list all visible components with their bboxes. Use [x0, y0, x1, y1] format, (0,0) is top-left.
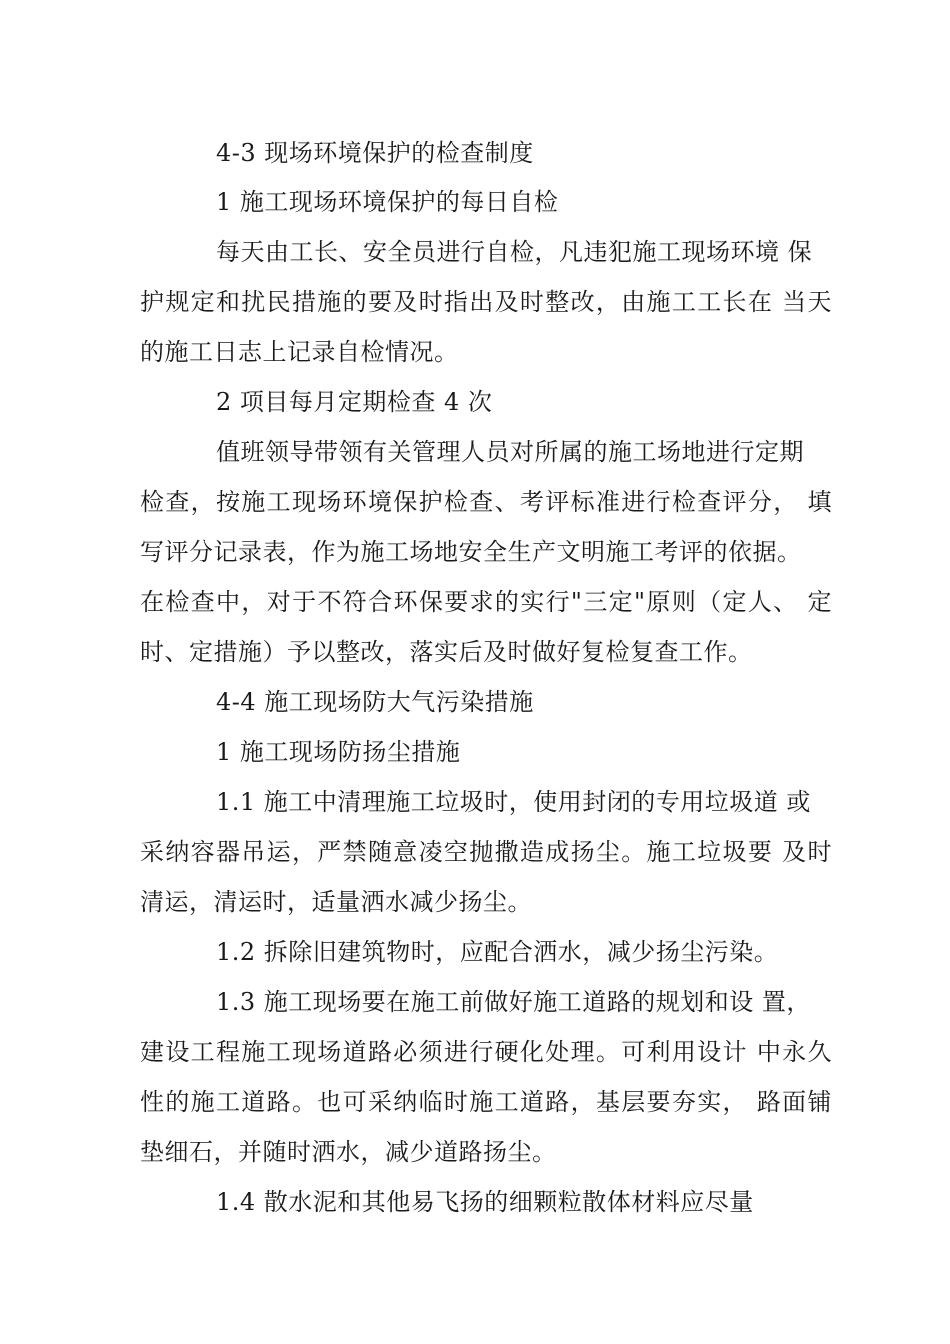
paragraph-line: 性的施工道路。也可采纳临时施工道路，基层要夯实， 路面铺 [140, 1088, 832, 1116]
paragraph-line: 在检查中，对于不符合环保要求的实行"三定"原则（定人、 定 [140, 588, 832, 616]
paragraph-line: 值班领导带领有关管理人员对所属的施工场地进行定期 [216, 438, 804, 466]
subheading-dust-measures: 1 施工现场防扬尘措施 [216, 738, 461, 766]
paragraph-line: 采纳容器吊运，严禁随意凌空抛撒造成扬尘。施工垃圾要 及时 [140, 838, 832, 866]
paragraph-line: 垫细石，并随时洒水，减少道路扬尘。 [140, 1138, 557, 1166]
paragraph-line: 检查，按施工现场环境保护检查、考评标准进行检查评分， 填 [140, 488, 832, 516]
subheading-daily-check: 1 施工现场环境保护的每日自检 [216, 188, 559, 216]
paragraph-line: 1.3 施工现场要在施工前做好施工道路的规划和设 置， [216, 988, 811, 1016]
subheading-monthly-check: 2 项目每月定期检查 4 次 [216, 388, 493, 416]
paragraph-line: 1.1 施工中清理施工垃圾时，使用封闭的专用垃圾道 或 [216, 788, 811, 816]
paragraph-line: 每天由工长、安全员进行自检，凡违犯施工现场环境 保 [216, 238, 813, 266]
paragraph-line: 建设工程施工现场道路必须进行硬化处理。可利用设计 中永久 [140, 1038, 832, 1066]
paragraph-line: 护规定和扰民措施的要及时指出及时整改，由施工工长在 当天 [140, 288, 832, 316]
section-heading-4-4: 4-4 施工现场防大气污染措施 [216, 688, 534, 716]
section-heading-4-3: 4-3 现场环境保护的检查制度 [216, 139, 534, 167]
paragraph-line: 时、定措施）予以整改，落实后及时做好复检复查工作。 [140, 638, 753, 666]
paragraph-line: 的施工日志上记录自检情况。 [140, 338, 459, 366]
paragraph-line: 1.4 散水泥和其他易飞扬的细颗粒散体材料应尽量 [216, 1188, 754, 1216]
paragraph-line: 清运，清运时，适量洒水减少扬尘。 [140, 888, 532, 916]
paragraph-line: 1.2 拆除旧建筑物时，应配合洒水，减少扬尘污染。 [216, 938, 779, 966]
paragraph-line: 写评分记录表，作为施工场地安全生产文明施工考评的依据。 [140, 538, 802, 566]
